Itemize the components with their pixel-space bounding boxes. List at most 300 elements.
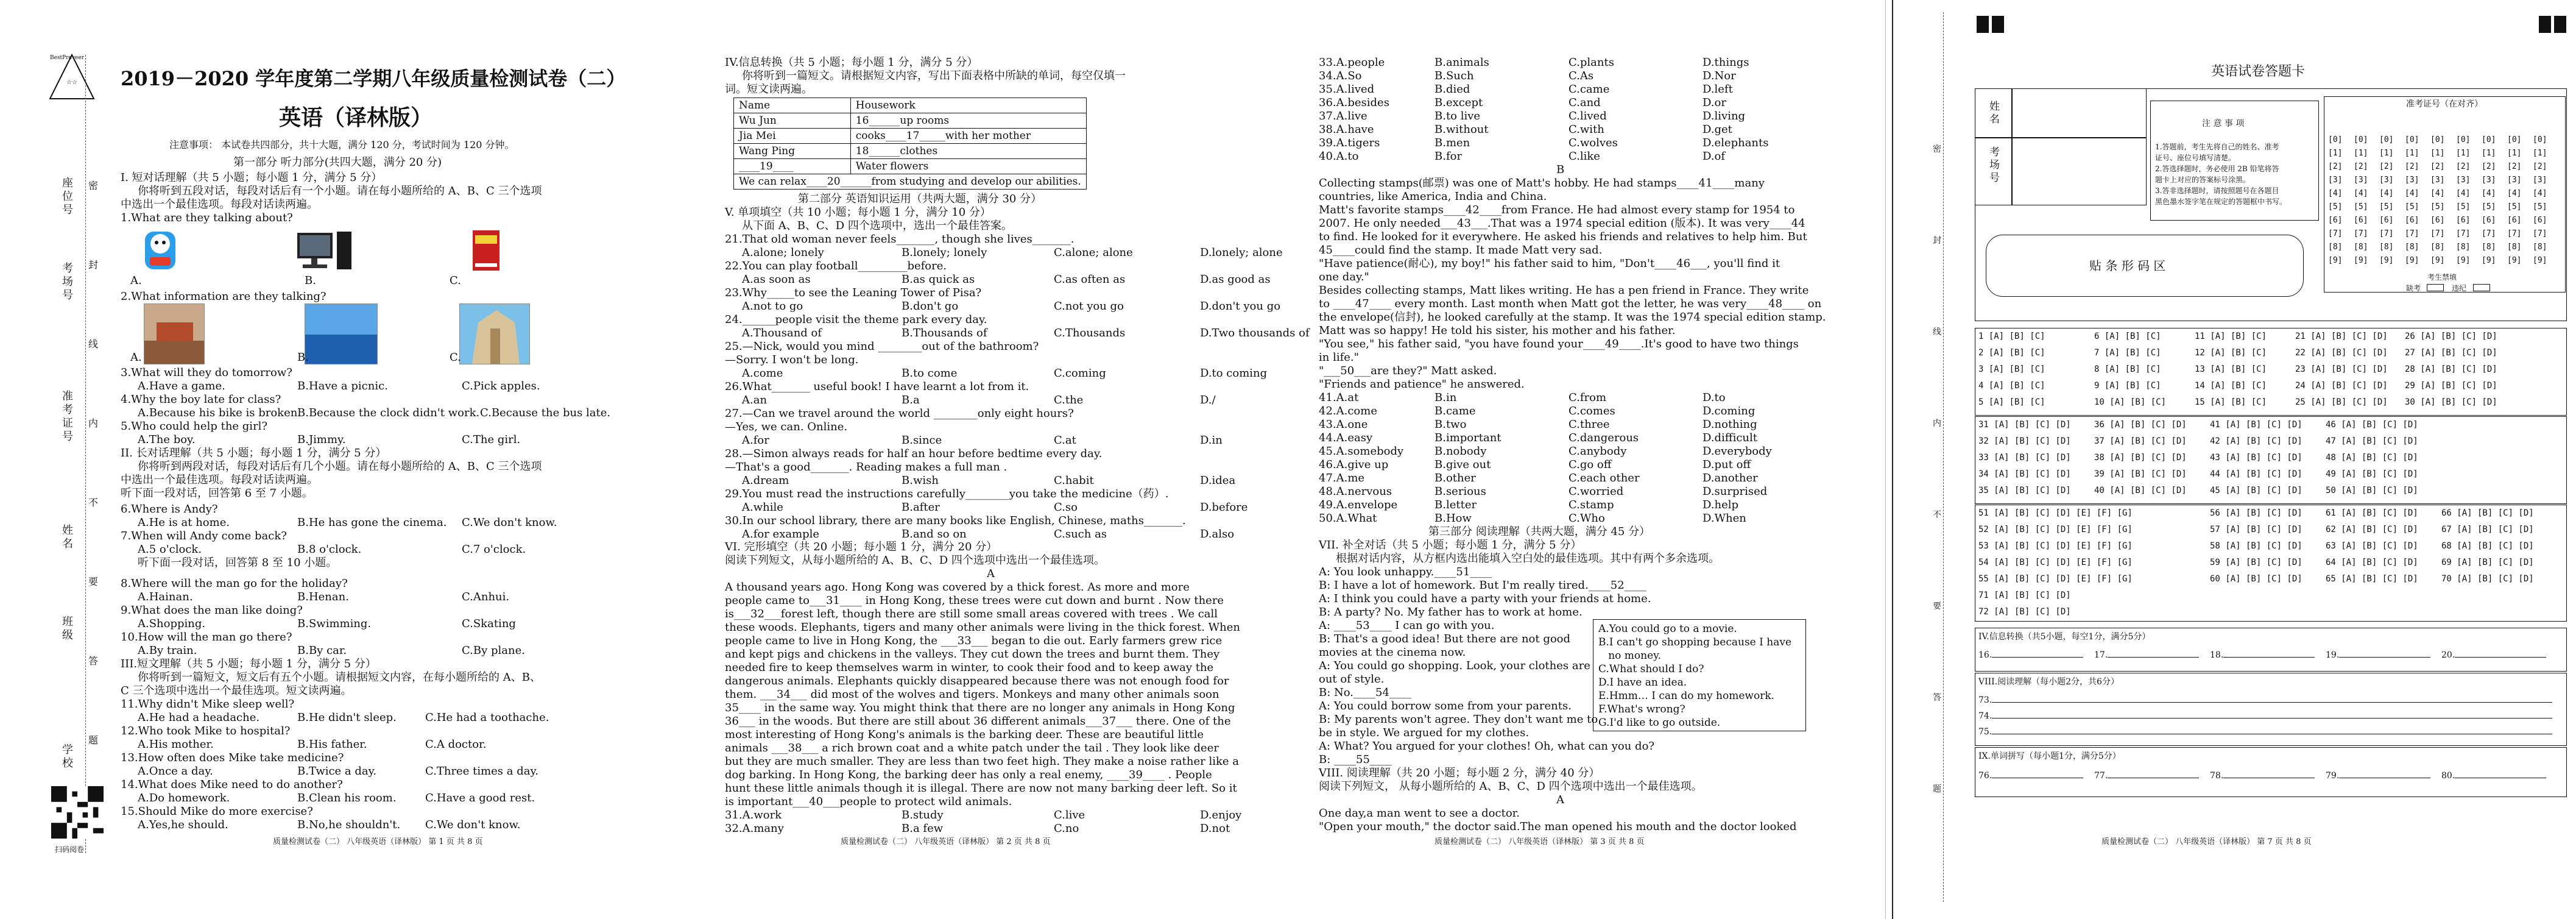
q4-option-b[interactable]: B.Because the clock didn't work. [297, 406, 480, 419]
digit-bubble[interactable]: [0] [2430, 135, 2445, 144]
answer-bubble-row[interactable]: 43 [A] [B] [C] [D] [2210, 453, 2303, 463]
digit-bubble[interactable]: [9] [2456, 256, 2471, 265]
q15-option-c[interactable]: C.We don't know. [425, 818, 521, 831]
question-24-option-a[interactable]: A.Thousand of [742, 327, 822, 339]
answer-bubble-row[interactable]: 30 [A] [B] [C] [D] [2405, 397, 2497, 407]
cloze-option[interactable]: B.to live [1434, 110, 1481, 122]
weiji-box[interactable] [2473, 284, 2490, 291]
answer-bubble-row[interactable]: 28 [A] [B] [C] [D] [2405, 364, 2497, 374]
answer-blank[interactable] [2108, 770, 2199, 778]
q3-option-b[interactable]: B.Have a picnic. [297, 380, 388, 392]
digit-bubble[interactable]: [0] [2354, 135, 2368, 144]
cloze-option[interactable]: 33.A.people [1319, 56, 1385, 69]
digit-bubble[interactable]: [1] [2379, 149, 2394, 158]
digit-bubble[interactable]: [6] [2507, 216, 2522, 225]
answer-line[interactable] [1978, 711, 2552, 721]
q15-option-a[interactable]: A.Yes,he should. [138, 818, 228, 831]
answer-bubble-row[interactable]: 31 [A] [B] [C] [D] [1978, 420, 2071, 430]
question-24-option-c[interactable]: C.Thousands [1054, 327, 1126, 339]
cloze-option[interactable]: C.Who [1569, 512, 1605, 525]
cloze-option[interactable]: B.serious [1434, 485, 1486, 498]
digit-bubble[interactable]: [2] [2456, 162, 2471, 171]
answer-bubble-row[interactable]: 46 [A] [B] [C] [D] [2326, 420, 2418, 430]
digit-bubble[interactable]: [0] [2533, 135, 2547, 144]
cloze-option[interactable]: C.no [1054, 822, 1079, 835]
digit-bubble[interactable]: [8] [2456, 243, 2471, 252]
q10-option-b[interactable]: B.By car. [297, 644, 347, 657]
digit-bubble[interactable]: [9] [2328, 256, 2343, 265]
digit-bubble[interactable]: [3] [2456, 176, 2471, 185]
digit-bubble[interactable]: [6] [2379, 216, 2394, 225]
cloze-option[interactable]: 39.A.tigers [1319, 137, 1380, 149]
answer-line[interactable] [2441, 650, 2546, 660]
cloze-option[interactable]: D.coming [1703, 405, 1756, 417]
answer-bubble-row[interactable]: 42 [A] [B] [C] [D] [2210, 436, 2303, 446]
digit-bubble[interactable]: [2] [2405, 162, 2419, 171]
digit-bubble[interactable]: [2] [2482, 162, 2496, 171]
cloze-option[interactable]: C.came [1569, 83, 1610, 96]
answer-line[interactable] [2326, 650, 2430, 660]
answer-bubble-row[interactable]: 68 [A] [B] [C] [D] [2441, 541, 2534, 551]
answer-bubble-row[interactable]: 10 [A] [B] [C] [2094, 397, 2167, 407]
question-24-option-b[interactable]: B.Thousands of [902, 327, 987, 339]
question-26-option-a[interactable]: A.an [742, 394, 768, 406]
answer-bubble-row[interactable]: 52 [A] [B] [C] [D] [E] [F] [G] [1978, 525, 2133, 534]
digit-bubble[interactable]: [4] [2507, 189, 2522, 198]
cloze-option[interactable]: 48.A.nervous [1319, 485, 1392, 498]
digit-bubble[interactable]: [1] [2430, 149, 2445, 158]
question-27-option-c[interactable]: C.at [1054, 434, 1076, 447]
answer-bubble-row[interactable]: 63 [A] [B] [C] [D] [2326, 541, 2418, 551]
cloze-option[interactable]: 38.A.have [1319, 123, 1374, 136]
digit-bubble[interactable]: [3] [2354, 176, 2368, 185]
digit-bubble[interactable]: [3] [2507, 176, 2522, 185]
cloze-option[interactable]: C.comes [1569, 405, 1615, 417]
cloze-option[interactable]: B.How [1434, 512, 1472, 525]
cloze-option[interactable]: B.in [1434, 391, 1457, 404]
question-22-option-c[interactable]: C.as often as [1054, 273, 1126, 286]
cloze-option[interactable]: C.stamp [1569, 499, 1614, 511]
digit-bubble[interactable]: [0] [2482, 135, 2496, 144]
question-29-option-a[interactable]: A.while [742, 501, 783, 514]
q8-option-b[interactable]: B.Henan. [297, 591, 349, 603]
cloze-option[interactable]: C.anybody [1569, 445, 1627, 458]
cloze-option[interactable]: D.not [1200, 822, 1230, 835]
digit-bubble[interactable]: [5] [2405, 202, 2419, 211]
cloze-option[interactable]: B.animals [1434, 56, 1489, 69]
cloze-option[interactable]: D.or [1703, 96, 1726, 109]
digit-bubble[interactable]: [7] [2430, 229, 2445, 238]
q9-option-c[interactable]: C.Skating [462, 617, 516, 630]
cloze-option[interactable]: 46.A.give up [1319, 458, 1389, 471]
digit-bubble[interactable]: [8] [2507, 243, 2522, 252]
cloze-option[interactable]: B.a few [902, 822, 944, 835]
digit-bubble[interactable]: [2] [2379, 162, 2394, 171]
cloze-option[interactable]: C.plants [1569, 56, 1614, 69]
cloze-option[interactable]: 34.A.So [1319, 69, 1362, 82]
choice-option[interactable]: A.You could go to a movie. [1598, 623, 1737, 635]
cloze-option[interactable]: B.Such [1434, 69, 1474, 82]
answer-line[interactable] [2094, 770, 2199, 781]
digit-bubble[interactable]: [5] [2430, 202, 2445, 211]
cloze-option[interactable]: D.left [1703, 83, 1733, 96]
q6-option-b[interactable]: B.He has gone the cinema. [297, 516, 447, 529]
q6-option-c[interactable]: C.We don't know. [462, 516, 557, 529]
answer-bubble-row[interactable]: 24 [A] [B] [C] [D] [2295, 381, 2388, 391]
digit-bubble[interactable]: [9] [2379, 256, 2394, 265]
q12-option-a[interactable]: A.His mother. [138, 738, 214, 751]
cloze-option[interactable]: 40.A.to [1319, 150, 1359, 163]
cloze-option[interactable]: B.other [1434, 472, 1476, 484]
digit-bubble[interactable]: [2] [2507, 162, 2522, 171]
q15-option-b[interactable]: B.No,he shouldn't. [297, 818, 401, 831]
cloze-option[interactable]: C.dangerous [1569, 431, 1639, 444]
digit-bubble[interactable]: [7] [2328, 229, 2343, 238]
digit-bubble[interactable]: [4] [2379, 189, 2394, 198]
q13-option-c[interactable]: C.Three times a day. [425, 765, 538, 778]
cloze-option[interactable]: B.for [1434, 150, 1463, 163]
cloze-option[interactable]: C.from [1569, 391, 1607, 404]
cloze-option[interactable]: C.lived [1569, 110, 1607, 122]
cloze-option[interactable]: 35.A.lived [1319, 83, 1375, 96]
choice-option[interactable]: D.I have an idea. [1598, 676, 1687, 689]
cloze-option[interactable]: 41.A.at [1319, 391, 1359, 404]
cloze-option[interactable]: 42.A.come [1319, 405, 1377, 417]
digit-bubble[interactable]: [8] [2482, 243, 2496, 252]
digit-bubble[interactable]: [2] [2328, 162, 2343, 171]
q9-option-a[interactable]: A.Shopping. [138, 617, 206, 630]
digit-bubble[interactable]: [6] [2405, 216, 2419, 225]
digit-bubble[interactable]: [7] [2533, 229, 2547, 238]
answer-blank[interactable] [1992, 726, 2552, 734]
question-23-option-a[interactable]: A.not to go [742, 300, 803, 313]
digit-bubble[interactable]: [8] [2405, 243, 2419, 252]
answer-bubble-row[interactable]: 40 [A] [B] [C] [D] [2094, 486, 2187, 495]
digit-bubble[interactable]: [2] [2533, 162, 2547, 171]
cloze-option[interactable]: B.men [1434, 137, 1470, 149]
digit-bubble[interactable]: [8] [2379, 243, 2394, 252]
q13-option-b[interactable]: B.Twice a day. [297, 765, 377, 778]
answer-bubble-row[interactable]: 65 [A] [B] [C] [D] [2326, 574, 2418, 584]
answer-bubble-row[interactable]: 72 [A] [B] [C] [D] [1978, 607, 2071, 617]
answer-bubble-row[interactable]: 4 [A] [B] [C] [1978, 381, 2045, 391]
digit-bubble[interactable]: [9] [2354, 256, 2368, 265]
cloze-option[interactable]: 44.A.easy [1319, 431, 1373, 444]
q14-option-c[interactable]: C.Have a good rest. [425, 792, 535, 804]
cloze-option[interactable]: D.help [1703, 499, 1739, 511]
answer-line[interactable] [1978, 770, 2083, 781]
question-21-option-a[interactable]: A.alone; lonely [742, 246, 824, 259]
q8-option-c[interactable]: C.Anhui. [462, 591, 510, 603]
cloze-option[interactable]: D.things [1703, 56, 1749, 69]
q7-option-c[interactable]: C.7 o'clock. [462, 543, 526, 556]
q3-option-c[interactable]: C.Pick apples. [462, 380, 540, 392]
cloze-option[interactable]: 31.A.work [725, 809, 782, 821]
q7-option-a[interactable]: A.5 o'clock. [138, 543, 202, 556]
digit-bubble[interactable]: [9] [2507, 256, 2522, 265]
q9-option-b[interactable]: B.Swimming. [297, 617, 372, 630]
digit-bubble[interactable]: [5] [2328, 202, 2343, 211]
digit-bubble[interactable]: [8] [2430, 243, 2445, 252]
cloze-option[interactable]: D.living [1703, 110, 1746, 122]
cloze-option[interactable]: C.worried [1569, 485, 1624, 498]
cloze-option[interactable]: B.came [1434, 405, 1476, 417]
digit-bubble[interactable]: [9] [2533, 256, 2547, 265]
cloze-option[interactable]: D.Nor [1703, 69, 1736, 82]
answer-bubble-row[interactable]: 15 [A] [B] [C] [2195, 397, 2267, 407]
answer-bubble-row[interactable]: 36 [A] [B] [C] [D] [2094, 420, 2187, 430]
question-23-option-c[interactable]: C.not you go [1054, 300, 1124, 313]
question-26-option-b[interactable]: B.a [902, 394, 920, 406]
digit-bubble[interactable]: [1] [2328, 149, 2343, 158]
answer-bubble-row[interactable]: 69 [A] [B] [C] [D] [2441, 558, 2534, 567]
question-25-option-c[interactable]: C.coming [1054, 367, 1106, 380]
answer-bubble-row[interactable]: 67 [A] [B] [C] [D] [2441, 525, 2534, 534]
digit-bubble[interactable]: [8] [2328, 243, 2343, 252]
question-27-option-a[interactable]: A.for [742, 434, 769, 447]
digit-bubble[interactable]: [4] [2328, 189, 2343, 198]
q12-option-c[interactable]: C.A doctor. [425, 738, 487, 751]
answer-blank[interactable] [1992, 711, 2552, 719]
digit-bubble[interactable]: [3] [2430, 176, 2445, 185]
digit-bubble[interactable]: [4] [2405, 189, 2419, 198]
question-30-option-c[interactable]: C.such as [1054, 528, 1107, 541]
digit-bubble[interactable]: [3] [2482, 176, 2496, 185]
cloze-option[interactable]: D.difficult [1703, 431, 1757, 444]
choice-option[interactable]: C.What should I do? [1598, 663, 1704, 675]
cloze-option[interactable]: D.get [1703, 123, 1732, 136]
q4-option-c[interactable]: C.Because the bus late. [480, 406, 611, 419]
answer-bubble-row[interactable]: 1 [A] [B] [C] [1978, 332, 2045, 341]
answer-blank[interactable] [2339, 770, 2430, 778]
answer-bubble-row[interactable]: 29 [A] [B] [C] [D] [2405, 381, 2497, 391]
question-27-option-d[interactable]: D.in [1200, 434, 1223, 447]
digit-bubble[interactable]: [5] [2482, 202, 2496, 211]
answer-bubble-row[interactable]: 33 [A] [B] [C] [D] [1978, 453, 2071, 463]
choice-option[interactable]: B.I can't go shopping because I have [1598, 636, 1791, 648]
answer-bubble-row[interactable]: 53 [A] [B] [C] [D] [E] [F] [G] [1978, 541, 2133, 551]
answer-bubble-row[interactable]: 21 [A] [B] [C] [D] [2295, 332, 2388, 341]
cloze-option[interactable]: B.letter [1434, 499, 1477, 511]
answer-bubble-row[interactable]: 27 [A] [B] [C] [D] [2405, 348, 2497, 358]
digit-bubble[interactable]: [0] [2379, 135, 2394, 144]
digit-bubble[interactable]: [7] [2456, 229, 2471, 238]
digit-bubble[interactable]: [6] [2328, 216, 2343, 225]
digit-bubble[interactable]: [9] [2482, 256, 2496, 265]
digit-bubble[interactable]: [8] [2533, 243, 2547, 252]
cloze-option[interactable]: 45.A.somebody [1319, 445, 1404, 458]
cloze-option[interactable]: B.give out [1434, 458, 1491, 471]
digit-bubble[interactable]: [7] [2507, 229, 2522, 238]
cloze-option[interactable]: D.When [1703, 512, 1746, 525]
answer-bubble-row[interactable]: 66 [A] [B] [C] [D] [2441, 508, 2534, 518]
answer-bubble-row[interactable]: 58 [A] [B] [C] [D] [2210, 541, 2303, 551]
cloze-option[interactable]: B.without [1434, 123, 1489, 136]
cloze-option[interactable]: 50.A.What [1319, 512, 1377, 525]
digit-bubble[interactable]: [0] [2456, 135, 2471, 144]
digit-bubble[interactable]: [6] [2456, 216, 2471, 225]
answer-bubble-row[interactable]: 34 [A] [B] [C] [D] [1978, 469, 2071, 479]
answer-bubble-row[interactable]: 51 [A] [B] [C] [D] [E] [F] [G] [1978, 508, 2133, 518]
answer-bubble-row[interactable]: 12 [A] [B] [C] [2195, 348, 2267, 358]
answer-blank[interactable] [2223, 650, 2315, 658]
answer-bubble-row[interactable]: 22 [A] [B] [C] [D] [2295, 348, 2388, 358]
answer-bubble-row[interactable]: 37 [A] [B] [C] [D] [2094, 436, 2187, 446]
cloze-option[interactable]: C.and [1569, 96, 1601, 109]
q5-option-c[interactable]: C.The girl. [462, 433, 521, 446]
question-25-option-a[interactable]: A.come [742, 367, 783, 380]
answer-bubble-row[interactable]: 32 [A] [B] [C] [D] [1978, 436, 2071, 446]
question-28-option-d[interactable]: D.idea [1200, 474, 1236, 487]
digit-bubble[interactable]: [7] [2482, 229, 2496, 238]
digit-bubble[interactable]: [1] [2533, 149, 2547, 158]
cloze-option[interactable]: 32.A.many [725, 822, 784, 835]
q13-option-a[interactable]: A.Once a day. [138, 765, 213, 778]
answer-blank[interactable] [1992, 695, 2552, 703]
q14-option-b[interactable]: B.Clean his room. [297, 792, 397, 804]
answer-bubble-row[interactable]: 49 [A] [B] [C] [D] [2326, 469, 2418, 479]
answer-bubble-row[interactable]: 14 [A] [B] [C] [2195, 381, 2267, 391]
question-26-option-c[interactable]: C.the [1054, 394, 1084, 406]
cloze-option[interactable]: D.everybody [1703, 445, 1772, 458]
digit-bubble[interactable]: [4] [2533, 189, 2547, 198]
digit-bubble[interactable]: [5] [2379, 202, 2394, 211]
answer-blank[interactable] [2223, 770, 2315, 778]
digit-bubble[interactable]: [3] [2405, 176, 2419, 185]
cloze-option[interactable]: B.nobody [1434, 445, 1487, 458]
digit-bubble[interactable]: [5] [2533, 202, 2547, 211]
digit-bubble[interactable]: [1] [2482, 149, 2496, 158]
answer-blank[interactable] [1992, 770, 2083, 778]
question-23-option-b[interactable]: B.don't go [902, 300, 959, 313]
answer-bubble-row[interactable]: 45 [A] [B] [C] [D] [2210, 486, 2303, 495]
q5-option-b[interactable]: B.Jimmy. [297, 433, 346, 446]
answer-bubble-row[interactable]: 48 [A] [B] [C] [D] [2326, 453, 2418, 463]
room-input[interactable] [2011, 137, 2147, 205]
answer-bubble-row[interactable]: 7 [A] [B] [C] [2094, 348, 2161, 358]
answer-line[interactable] [1978, 726, 2552, 737]
cloze-option[interactable]: C.wolves [1569, 137, 1618, 149]
q8-option-a[interactable]: A.Hainan. [138, 591, 193, 603]
question-21-option-b[interactable]: B.lonely; lonely [902, 246, 987, 259]
q14-option-a[interactable]: A.Do homework. [138, 792, 230, 804]
q7-option-b[interactable]: B.8 o'clock. [297, 543, 362, 556]
cloze-option[interactable]: C.live [1054, 809, 1085, 821]
answer-bubble-row[interactable]: 61 [A] [B] [C] [D] [2326, 508, 2418, 518]
question-28-option-c[interactable]: C.habit [1054, 474, 1094, 487]
answer-bubble-row[interactable]: 54 [A] [B] [C] [D] [E] [F] [G] [1978, 558, 2133, 567]
answer-bubble-row[interactable]: 38 [A] [B] [C] [D] [2094, 453, 2187, 463]
answer-line[interactable] [2441, 770, 2546, 781]
answer-bubble-row[interactable]: 8 [A] [B] [C] [2094, 364, 2161, 374]
digit-bubble[interactable]: [2] [2430, 162, 2445, 171]
cloze-option[interactable]: D.put off [1703, 458, 1751, 471]
choice-option[interactable]: no money. [1598, 650, 1661, 662]
answer-line[interactable] [2210, 770, 2315, 781]
answer-bubble-row[interactable]: 5 [A] [B] [C] [1978, 397, 2045, 407]
answer-bubble-row[interactable]: 47 [A] [B] [C] [D] [2326, 436, 2418, 446]
cloze-option[interactable]: C.like [1569, 150, 1600, 163]
question-25-option-b[interactable]: B.to come [902, 367, 958, 380]
q11-option-c[interactable]: C.He had a toothache. [425, 711, 549, 724]
cloze-option[interactable]: D.nothing [1703, 418, 1757, 431]
cloze-option[interactable]: B.study [902, 809, 944, 821]
cloze-option[interactable]: D.surprised [1703, 485, 1768, 498]
answer-line[interactable] [1978, 650, 2083, 660]
answer-bubble-row[interactable]: 62 [A] [B] [C] [D] [2326, 525, 2418, 534]
cloze-option[interactable]: B.died [1434, 83, 1470, 96]
answer-blank[interactable] [2339, 650, 2430, 658]
cloze-option[interactable]: D.to [1703, 391, 1726, 404]
answer-line[interactable] [2326, 770, 2430, 781]
answer-bubble-row[interactable]: 23 [A] [B] [C] [D] [2295, 364, 2388, 374]
answer-bubble-row[interactable]: 35 [A] [B] [C] [D] [1978, 486, 2071, 495]
answer-bubble-row[interactable]: 6 [A] [B] [C] [2094, 332, 2161, 341]
q10-option-c[interactable]: C.By plane. [462, 644, 525, 657]
answer-blank[interactable] [2455, 650, 2546, 658]
digit-bubble[interactable]: [1] [2405, 149, 2419, 158]
answer-bubble-row[interactable]: 60 [A] [B] [C] [D] [2210, 574, 2303, 584]
question-29-option-b[interactable]: B.after [902, 501, 940, 514]
queka-box[interactable] [2427, 284, 2444, 291]
question-28-option-a[interactable]: A.dream [742, 474, 789, 487]
name-input[interactable] [2011, 88, 2147, 138]
q4-option-a[interactable]: A.Because his bike is broken. [138, 406, 302, 419]
question-22-option-d[interactable]: D.as good as [1200, 273, 1271, 286]
question-23-option-d[interactable]: D.don't you go [1200, 300, 1281, 313]
cloze-option[interactable]: D.another [1703, 472, 1758, 484]
question-21-option-d[interactable]: D.lonely; alone [1200, 246, 1283, 259]
digit-bubble[interactable]: [6] [2430, 216, 2445, 225]
cloze-option[interactable]: B.important [1434, 431, 1501, 444]
answer-bubble-row[interactable]: 44 [A] [B] [C] [D] [2210, 469, 2303, 479]
cloze-option[interactable]: D.of [1703, 150, 1726, 163]
answer-bubble-row[interactable]: 41 [A] [B] [C] [D] [2210, 420, 2303, 430]
digit-bubble[interactable]: [1] [2507, 149, 2522, 158]
digit-bubble[interactable]: [0] [2507, 135, 2522, 144]
cloze-option[interactable]: C.As [1569, 69, 1594, 82]
cloze-option[interactable]: C.go off [1569, 458, 1612, 471]
digit-bubble[interactable]: [3] [2533, 176, 2547, 185]
cloze-option[interactable]: 49.A.envelope [1319, 499, 1398, 511]
digit-bubble[interactable]: [4] [2430, 189, 2445, 198]
answer-bubble-row[interactable]: 50 [A] [B] [C] [D] [2326, 486, 2418, 495]
digit-bubble[interactable]: [6] [2354, 216, 2368, 225]
answer-blank[interactable] [1992, 650, 2083, 658]
question-26-option-d[interactable]: D./ [1200, 394, 1216, 406]
cloze-option[interactable]: C.with [1569, 123, 1604, 136]
answer-line[interactable] [2210, 650, 2315, 660]
digit-bubble[interactable]: [7] [2379, 229, 2394, 238]
answer-bubble-row[interactable]: 56 [A] [B] [C] [D] [2210, 508, 2303, 518]
digit-bubble[interactable]: [4] [2456, 189, 2471, 198]
cloze-option[interactable]: 43.A.one [1319, 418, 1368, 431]
digit-bubble[interactable]: [0] [2328, 135, 2343, 144]
answer-line[interactable] [1978, 695, 2552, 705]
digit-bubble[interactable]: [7] [2405, 229, 2419, 238]
question-28-option-b[interactable]: B.wish [902, 474, 939, 487]
answer-blank[interactable] [2455, 770, 2546, 778]
question-29-option-c[interactable]: C.so [1054, 501, 1078, 514]
digit-bubble[interactable]: [4] [2482, 189, 2496, 198]
question-25-option-d[interactable]: D.to coming [1200, 367, 1268, 380]
answer-bubble-row[interactable]: 71 [A] [B] [C] [D] [1978, 591, 2071, 600]
answer-bubble-row[interactable]: 2 [A] [B] [C] [1978, 348, 2045, 358]
answer-bubble-row[interactable]: 55 [A] [B] [C] [D] [E] [F] [G] [1978, 574, 2133, 584]
answer-line[interactable] [2094, 650, 2199, 660]
question-29-option-d[interactable]: D.before [1200, 501, 1248, 514]
digit-bubble[interactable]: [6] [2482, 216, 2496, 225]
